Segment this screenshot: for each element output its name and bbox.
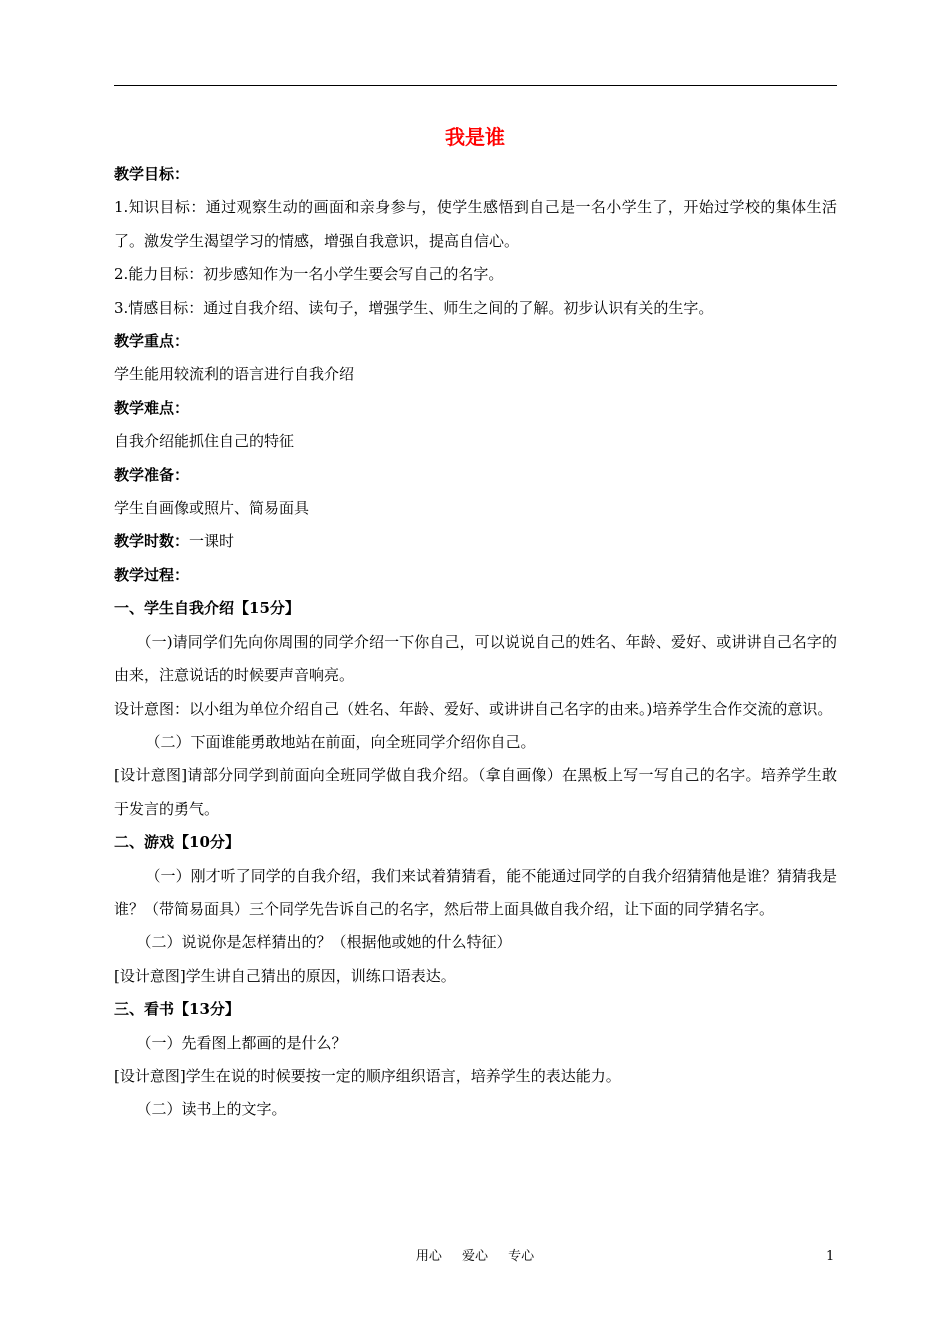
teaching-period-line — [114, 525, 837, 558]
document-body — [114, 158, 837, 1127]
paragraph: （一）先看图上都画的是什么？ — [136, 1033, 347, 1052]
document-title: 我是谁 — [445, 125, 505, 149]
section-heading: 一、学生自我介绍【15分】 — [114, 599, 300, 618]
teaching-period-value: 一课时 — [189, 532, 235, 551]
paragraph: （二）说说你是怎样猜出的？（根据他或她的什么特征） — [136, 933, 512, 952]
paragraph: （二）读书上的文字。 — [136, 1100, 287, 1119]
page-footer — [0, 1247, 950, 1267]
section-heading: 三、看书【13分】 — [114, 1000, 240, 1019]
paragraph: 2.能力目标：初步感知作为一名小学生要会写自己的名字。 — [114, 265, 504, 284]
section-heading: 教学重点： — [114, 332, 190, 351]
paragraph: [设计意图]学生在说的时候要按一定的顺序组织语言，培养学生的表达能力。 — [114, 1066, 621, 1085]
paragraph: （二）下面谁能勇敢地站在前面，向全班同学介绍你自己。 — [145, 732, 536, 751]
section-heading: 教学难点： — [114, 398, 190, 417]
paragraph: [设计意图]学生讲自己猜出的原因，训练口语表达。 — [114, 966, 456, 985]
paragraph: （一)请同学们先向你周围的同学介绍一下你自己，可以说说自己的姓名、年龄、爱好、或讲讲自己名字的由来，注意说话的时候要声音响亮。 — [114, 632, 837, 685]
paragraph: （一）刚才听了同学的自我介绍，我们来试着猜猜看，能不能通过同学的自我介绍猜猜他是谁？猜猜我是谁？（带简易面具）三个同学先告诉自己的名字，然后带上面具做自我介绍，让下面的同学猜名字。 — [114, 866, 837, 918]
section-heading: 教学过程： — [114, 565, 190, 584]
paragraph: 学生能用较流利的语言进行自我介绍 — [114, 365, 355, 384]
footer-text-2: 爱心 — [461, 1249, 488, 1264]
section-heading: 二、游戏【10分】 — [114, 833, 240, 852]
footer-text-1: 用心 — [415, 1249, 442, 1264]
section-heading: 教学准备： — [114, 465, 190, 484]
paragraph: 3.情感目标：通过自我介绍、读句子，增强学生、师生之间的了解。初步认识有关的生字。 — [114, 298, 714, 317]
paragraph: 自我介绍能抓住自己的特征 — [114, 432, 295, 451]
paragraph: [设计意图]请部分同学到前面向全班同学做自我介绍。（拿自画像）在黑板上写一写自己的名字。培养学生敢于发言的勇气。 — [114, 766, 837, 818]
header-rule — [114, 85, 837, 86]
section-heading: 教学目标： — [114, 165, 190, 183]
paragraph: 学生自画像或照片、简易面具 — [114, 499, 310, 518]
teaching-period-label: 教学时数： — [114, 532, 190, 551]
paragraph: 1.知识目标：通过观察生动的画面和亲身参与，使学生感悟到自己是一名小学生了，开始过学校的集体生活了。激发学生渴望学习的情感，增强自我意识，提高自信心。 — [114, 198, 837, 250]
paragraph: 设计意图：以小组为单位介绍自己（姓名、年龄、爱好、或讲讲自己名字的由来。)培养学生合作交流的意识。 — [114, 699, 833, 718]
footer-text-3: 专心 — [508, 1249, 535, 1264]
page-number: 1 — [826, 1249, 835, 1264]
